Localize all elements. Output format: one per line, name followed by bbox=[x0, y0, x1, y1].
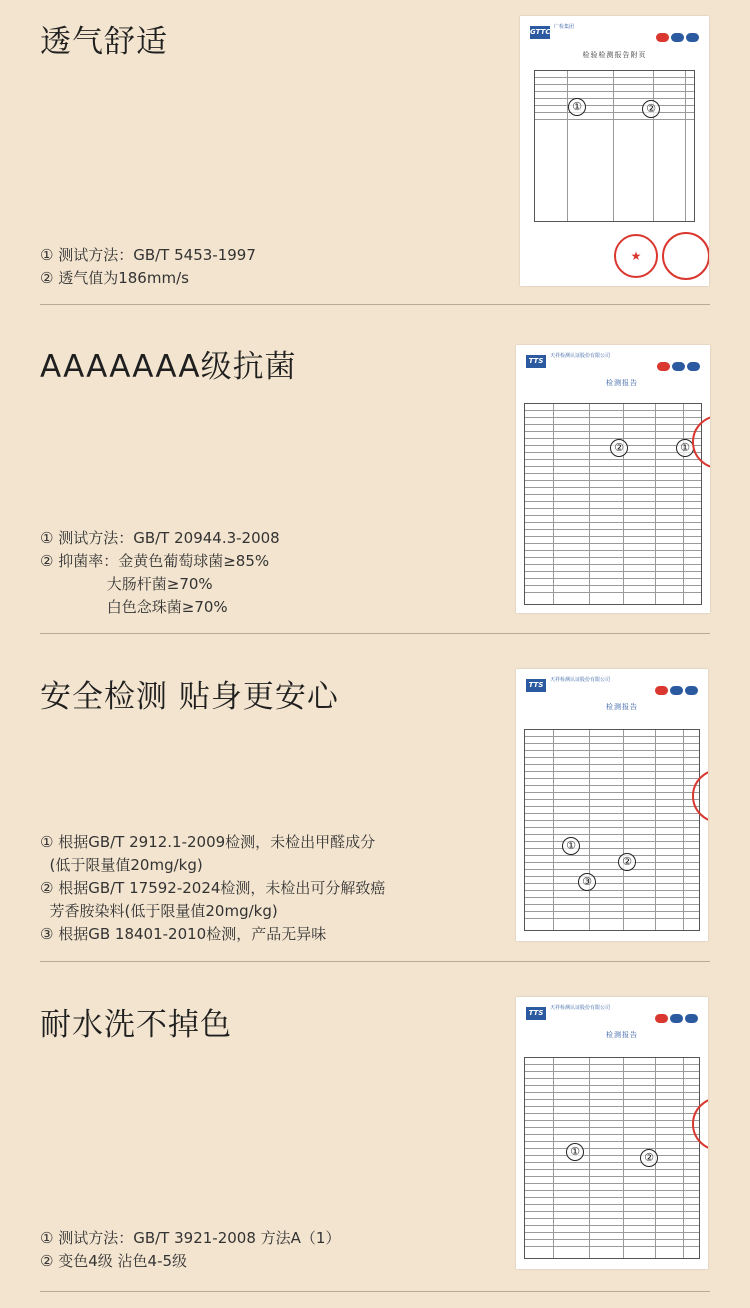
note-line: ② 根据GB/T 17592-2024检测，未检出可分解致癌 bbox=[40, 879, 386, 897]
callout-1: ① bbox=[562, 837, 580, 855]
callout-2: ② bbox=[640, 1149, 658, 1167]
note-line: ① 根据GB/T 2912.1-2009检测，未检出甲醛成分 bbox=[40, 833, 376, 851]
report-heading: 检测报告 bbox=[606, 703, 638, 711]
report-logo: TTS bbox=[526, 355, 546, 368]
section-antibacterial bbox=[0, 305, 750, 635]
section-notes bbox=[40, 244, 256, 290]
callout-2: ② bbox=[610, 439, 628, 457]
report-org: 天祥检测认证股份有限公司 bbox=[550, 353, 611, 359]
report-header bbox=[526, 1005, 698, 1027]
seal-stamp-2 bbox=[662, 232, 709, 280]
section-notes bbox=[40, 527, 280, 619]
section-divider bbox=[40, 961, 710, 962]
test-report-image bbox=[516, 669, 708, 941]
test-report-image bbox=[516, 997, 708, 1269]
cert-marks bbox=[653, 680, 698, 699]
section-safety bbox=[0, 635, 750, 963]
section-title: 耐水洗不掉色 bbox=[40, 1007, 232, 1043]
callout-2: ② bbox=[618, 853, 636, 871]
note-line: ③ 根据GB 18401-2010检测，产品无异味 bbox=[40, 925, 327, 943]
section-title: AAAAAAA级抗菌 bbox=[40, 349, 297, 385]
section-divider bbox=[40, 633, 710, 634]
report-header bbox=[530, 24, 699, 46]
cert-marks bbox=[654, 27, 699, 46]
note-line: ② 透气值为186mm/s bbox=[40, 269, 189, 287]
callout-1: ① bbox=[568, 98, 586, 116]
callout-2: ② bbox=[642, 100, 660, 118]
note-line: ① 测试方法：GB/T 20944.3-2008 bbox=[40, 529, 280, 547]
note-line: 大肠杆菌≥70% bbox=[40, 575, 213, 593]
report-org: 广检集团 bbox=[554, 24, 575, 30]
section-wash-fastness bbox=[0, 963, 750, 1308]
report-logo: GTTC bbox=[530, 26, 550, 39]
report-table bbox=[524, 729, 700, 931]
seal-stamp: ★ bbox=[614, 234, 658, 278]
report-table bbox=[524, 1057, 700, 1259]
report-header bbox=[526, 353, 700, 375]
report-org: 天祥检测认证股份有限公司 bbox=[550, 1005, 611, 1011]
report-logo: TTS bbox=[526, 679, 546, 692]
section-divider bbox=[40, 1291, 710, 1292]
section-breathable bbox=[0, 0, 750, 305]
section-notes bbox=[40, 1227, 340, 1273]
report-header bbox=[526, 677, 698, 699]
cert-marks bbox=[655, 356, 700, 375]
note-line: ① 测试方法：GB/T 5453-1997 bbox=[40, 246, 256, 264]
note-line: (低于限量值20mg/kg) bbox=[40, 856, 203, 874]
report-logo: TTS bbox=[526, 1007, 546, 1020]
callout-3: ③ bbox=[578, 873, 596, 891]
report-table bbox=[524, 403, 702, 605]
report-org: 天祥检测认证股份有限公司 bbox=[550, 677, 611, 683]
section-title: 安全检测 贴身更安心 bbox=[40, 679, 339, 715]
section-notes bbox=[40, 831, 385, 946]
callout-1: ① bbox=[566, 1143, 584, 1161]
note-line: 白色念珠菌≥70% bbox=[40, 598, 228, 616]
test-report-image bbox=[516, 345, 710, 613]
report-heading: 检测报告 bbox=[606, 379, 638, 387]
note-line: 芳香胺染料(低于限量值20mg/kg) bbox=[40, 902, 278, 920]
test-report-image bbox=[520, 16, 709, 286]
report-heading: 检验检测报告附页 bbox=[582, 51, 647, 59]
cert-marks bbox=[653, 1008, 698, 1027]
report-heading: 检测报告 bbox=[606, 1031, 638, 1039]
section-title: 透气舒适 bbox=[40, 24, 168, 60]
note-line: ① 测试方法：GB/T 3921-2008 方法A（1） bbox=[40, 1229, 341, 1247]
note-line: ② 抑菌率：金黄色葡萄球菌≥85% bbox=[40, 552, 270, 570]
note-line: ② 变色4级 沾色4-5级 bbox=[40, 1252, 188, 1270]
report-table bbox=[534, 70, 695, 222]
callout-1: ① bbox=[676, 439, 694, 457]
